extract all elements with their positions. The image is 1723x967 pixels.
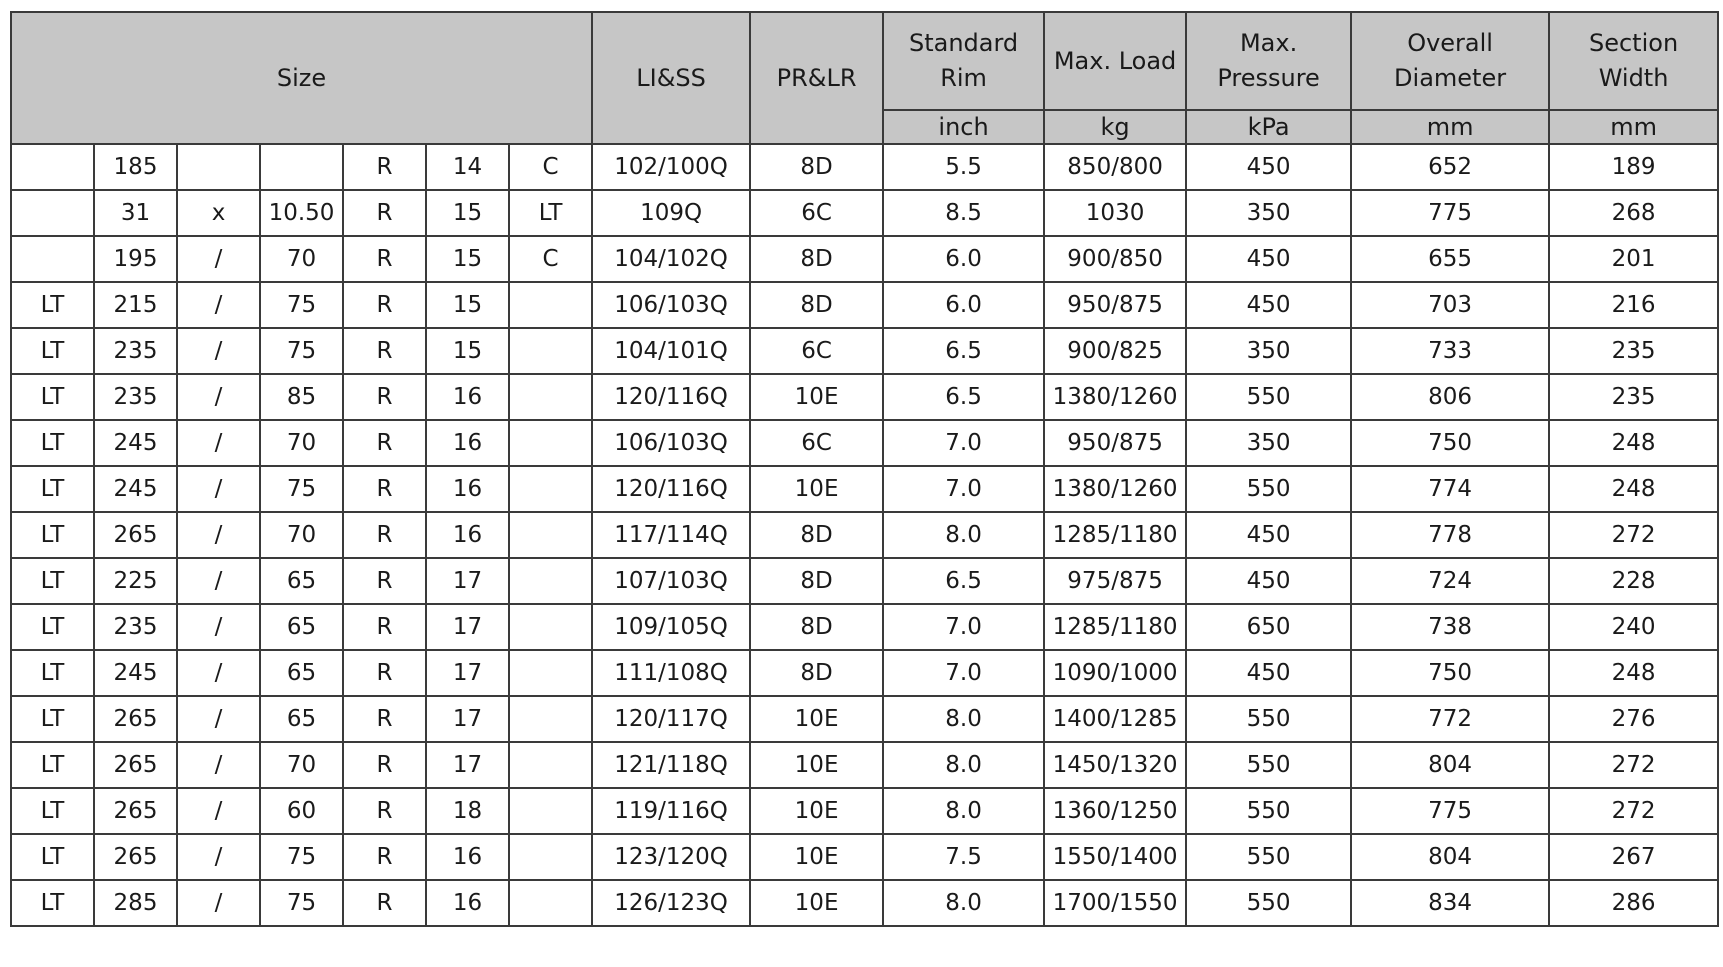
cell-rim-diameter: 17 <box>426 650 509 696</box>
cell-type: LT <box>11 742 94 788</box>
cell-aspect <box>260 144 343 190</box>
table-row <box>11 512 1718 558</box>
cell-type: LT <box>11 282 94 328</box>
cell-rim-diameter: 15 <box>426 236 509 282</box>
cell-width: 195 <box>94 236 177 282</box>
table-row <box>11 650 1718 696</box>
cell-li-ss: 104/102Q <box>592 236 750 282</box>
table-row <box>11 696 1718 742</box>
cell-separator <box>177 144 260 190</box>
cell-width: 265 <box>94 834 177 880</box>
cell-construction: R <box>343 420 426 466</box>
cell-section-width: 276 <box>1549 696 1718 742</box>
cell-standard-rim: 8.0 <box>883 512 1044 558</box>
cell-rim-diameter: 17 <box>426 696 509 742</box>
cell-overall-diameter: 772 <box>1351 696 1549 742</box>
cell-max-load: 900/850 <box>1044 236 1186 282</box>
cell-max-load: 1700/1550 <box>1044 880 1186 926</box>
cell-service <box>509 282 592 328</box>
cell-service <box>509 880 592 926</box>
cell-width: 285 <box>94 880 177 926</box>
header-pr-lr: PR&LR <box>750 12 883 144</box>
cell-construction: R <box>343 236 426 282</box>
cell-overall-diameter: 733 <box>1351 328 1549 374</box>
cell-overall-diameter: 750 <box>1351 650 1549 696</box>
table-row <box>11 788 1718 834</box>
header-standard-rim <box>883 12 1044 110</box>
table-row <box>11 834 1718 880</box>
cell-separator: / <box>177 374 260 420</box>
cell-pr-lr: 10E <box>750 880 883 926</box>
cell-li-ss: 111/108Q <box>592 650 750 696</box>
cell-standard-rim: 6.0 <box>883 282 1044 328</box>
cell-construction: R <box>343 834 426 880</box>
header-max-pressure-line1: Max. <box>1239 29 1298 57</box>
cell-type: LT <box>11 558 94 604</box>
cell-pr-lr: 6C <box>750 190 883 236</box>
cell-pr-lr: 8D <box>750 144 883 190</box>
cell-section-width: 228 <box>1549 558 1718 604</box>
cell-max-load: 1285/1180 <box>1044 604 1186 650</box>
cell-construction: R <box>343 512 426 558</box>
cell-service <box>509 374 592 420</box>
cell-type: LT <box>11 604 94 650</box>
cell-type <box>11 190 94 236</box>
cell-separator: / <box>177 650 260 696</box>
header-size: Size <box>11 12 592 144</box>
cell-width: 265 <box>94 512 177 558</box>
cell-service <box>509 420 592 466</box>
cell-separator: / <box>177 466 260 512</box>
cell-overall-diameter: 834 <box>1351 880 1549 926</box>
cell-aspect: 65 <box>260 604 343 650</box>
cell-max-load: 900/825 <box>1044 328 1186 374</box>
unit-pressure: kPa <box>1186 110 1351 144</box>
cell-section-width: 272 <box>1549 512 1718 558</box>
cell-width: 245 <box>94 466 177 512</box>
cell-separator: / <box>177 282 260 328</box>
cell-standard-rim: 6.5 <box>883 328 1044 374</box>
cell-aspect: 70 <box>260 236 343 282</box>
cell-standard-rim: 6.5 <box>883 374 1044 420</box>
header-section-width-line1: Section <box>1588 29 1679 57</box>
cell-max-pressure: 450 <box>1186 144 1351 190</box>
cell-max-pressure: 450 <box>1186 512 1351 558</box>
table-body <box>11 144 1718 926</box>
cell-aspect: 75 <box>260 880 343 926</box>
cell-construction: R <box>343 190 426 236</box>
cell-pr-lr: 10E <box>750 466 883 512</box>
cell-type: LT <box>11 466 94 512</box>
cell-aspect: 65 <box>260 558 343 604</box>
header-max-pressure-line2: Pressure <box>1217 64 1320 92</box>
cell-construction: R <box>343 282 426 328</box>
cell-separator: / <box>177 236 260 282</box>
cell-pr-lr: 6C <box>750 420 883 466</box>
cell-type: LT <box>11 650 94 696</box>
cell-width: 215 <box>94 282 177 328</box>
cell-construction: R <box>343 650 426 696</box>
table-row <box>11 236 1718 282</box>
cell-max-pressure: 350 <box>1186 328 1351 374</box>
tire-spec-table-container <box>10 11 1713 927</box>
cell-aspect: 60 <box>260 788 343 834</box>
cell-width: 265 <box>94 742 177 788</box>
cell-rim-diameter: 15 <box>426 190 509 236</box>
cell-aspect: 75 <box>260 834 343 880</box>
cell-overall-diameter: 804 <box>1351 834 1549 880</box>
header-standard-rim-line1: Standard <box>908 29 1019 57</box>
cell-max-load: 1030 <box>1044 190 1186 236</box>
cell-rim-diameter: 16 <box>426 374 509 420</box>
table-row <box>11 328 1718 374</box>
cell-max-pressure: 550 <box>1186 696 1351 742</box>
cell-max-load: 1550/1400 <box>1044 834 1186 880</box>
cell-service <box>509 696 592 742</box>
cell-service <box>509 650 592 696</box>
cell-li-ss: 109/105Q <box>592 604 750 650</box>
cell-overall-diameter: 703 <box>1351 282 1549 328</box>
cell-pr-lr: 10E <box>750 696 883 742</box>
cell-section-width: 201 <box>1549 236 1718 282</box>
unit-load: kg <box>1044 110 1186 144</box>
cell-separator: / <box>177 834 260 880</box>
cell-service <box>509 328 592 374</box>
cell-type <box>11 144 94 190</box>
cell-rim-diameter: 15 <box>426 328 509 374</box>
cell-overall-diameter: 652 <box>1351 144 1549 190</box>
cell-li-ss: 117/114Q <box>592 512 750 558</box>
cell-section-width: 267 <box>1549 834 1718 880</box>
table-row <box>11 282 1718 328</box>
cell-max-pressure: 350 <box>1186 190 1351 236</box>
cell-aspect: 70 <box>260 512 343 558</box>
cell-service <box>509 834 592 880</box>
cell-type: LT <box>11 328 94 374</box>
cell-pr-lr: 8D <box>750 650 883 696</box>
cell-separator: / <box>177 604 260 650</box>
cell-li-ss: 120/116Q <box>592 466 750 512</box>
cell-construction: R <box>343 696 426 742</box>
table-row <box>11 880 1718 926</box>
cell-construction: R <box>343 880 426 926</box>
cell-standard-rim: 7.5 <box>883 834 1044 880</box>
cell-aspect: 75 <box>260 282 343 328</box>
table-row <box>11 466 1718 512</box>
cell-width: 235 <box>94 328 177 374</box>
cell-rim-diameter: 14 <box>426 144 509 190</box>
cell-standard-rim: 8.5 <box>883 190 1044 236</box>
cell-section-width: 248 <box>1549 420 1718 466</box>
cell-width: 265 <box>94 788 177 834</box>
cell-standard-rim: 6.0 <box>883 236 1044 282</box>
cell-li-ss: 106/103Q <box>592 420 750 466</box>
cell-standard-rim: 5.5 <box>883 144 1044 190</box>
cell-section-width: 235 <box>1549 328 1718 374</box>
cell-type <box>11 236 94 282</box>
table-row <box>11 190 1718 236</box>
table-row <box>11 374 1718 420</box>
header-standard-rim-line2: Rim <box>940 64 987 92</box>
cell-max-load: 1450/1320 <box>1044 742 1186 788</box>
unit-diameter: mm <box>1351 110 1549 144</box>
cell-section-width: 272 <box>1549 788 1718 834</box>
cell-construction: R <box>343 144 426 190</box>
cell-width: 235 <box>94 374 177 420</box>
table-row <box>11 144 1718 190</box>
cell-type: LT <box>11 696 94 742</box>
cell-standard-rim: 6.5 <box>883 558 1044 604</box>
cell-max-load: 950/875 <box>1044 282 1186 328</box>
header-overall-diameter-line1: Overall <box>1407 29 1493 57</box>
cell-pr-lr: 8D <box>750 604 883 650</box>
cell-standard-rim: 8.0 <box>883 742 1044 788</box>
cell-li-ss: 106/103Q <box>592 282 750 328</box>
cell-aspect: 65 <box>260 650 343 696</box>
cell-overall-diameter: 778 <box>1351 512 1549 558</box>
cell-service <box>509 742 592 788</box>
cell-construction: R <box>343 466 426 512</box>
cell-section-width: 235 <box>1549 374 1718 420</box>
cell-li-ss: 123/120Q <box>592 834 750 880</box>
cell-li-ss: 102/100Q <box>592 144 750 190</box>
header-overall-diameter <box>1351 12 1549 110</box>
cell-aspect: 75 <box>260 466 343 512</box>
cell-li-ss: 120/117Q <box>592 696 750 742</box>
cell-li-ss: 104/101Q <box>592 328 750 374</box>
cell-max-pressure: 450 <box>1186 558 1351 604</box>
table-row <box>11 420 1718 466</box>
cell-rim-diameter: 17 <box>426 558 509 604</box>
cell-max-pressure: 450 <box>1186 282 1351 328</box>
cell-max-pressure: 550 <box>1186 742 1351 788</box>
cell-separator: / <box>177 558 260 604</box>
cell-max-load: 850/800 <box>1044 144 1186 190</box>
cell-overall-diameter: 750 <box>1351 420 1549 466</box>
cell-type: LT <box>11 420 94 466</box>
table-row <box>11 742 1718 788</box>
cell-section-width: 216 <box>1549 282 1718 328</box>
cell-max-load: 1090/1000 <box>1044 650 1186 696</box>
cell-aspect: 85 <box>260 374 343 420</box>
cell-rim-diameter: 18 <box>426 788 509 834</box>
cell-max-pressure: 550 <box>1186 374 1351 420</box>
cell-section-width: 286 <box>1549 880 1718 926</box>
cell-type: LT <box>11 512 94 558</box>
cell-max-load: 1285/1180 <box>1044 512 1186 558</box>
cell-service <box>509 788 592 834</box>
cell-separator: / <box>177 696 260 742</box>
cell-service: C <box>509 236 592 282</box>
cell-separator: / <box>177 328 260 374</box>
header-overall-diameter-line2: Diameter <box>1394 64 1507 92</box>
cell-max-pressure: 450 <box>1186 236 1351 282</box>
cell-overall-diameter: 774 <box>1351 466 1549 512</box>
cell-separator: / <box>177 512 260 558</box>
cell-li-ss: 107/103Q <box>592 558 750 604</box>
cell-aspect: 65 <box>260 696 343 742</box>
cell-width: 235 <box>94 604 177 650</box>
cell-type: LT <box>11 374 94 420</box>
cell-overall-diameter: 724 <box>1351 558 1549 604</box>
header-max-pressure <box>1186 12 1351 110</box>
table-row <box>11 604 1718 650</box>
cell-separator: x <box>177 190 260 236</box>
header-li-ss: LI&SS <box>592 12 750 144</box>
cell-section-width: 272 <box>1549 742 1718 788</box>
cell-standard-rim: 7.0 <box>883 604 1044 650</box>
cell-standard-rim: 7.0 <box>883 650 1044 696</box>
cell-aspect: 70 <box>260 420 343 466</box>
cell-separator: / <box>177 420 260 466</box>
cell-rim-diameter: 17 <box>426 742 509 788</box>
cell-max-load: 1380/1260 <box>1044 466 1186 512</box>
cell-pr-lr: 8D <box>750 282 883 328</box>
cell-standard-rim: 8.0 <box>883 788 1044 834</box>
cell-rim-diameter: 16 <box>426 880 509 926</box>
cell-pr-lr: 6C <box>750 328 883 374</box>
cell-service <box>509 558 592 604</box>
cell-rim-diameter: 16 <box>426 834 509 880</box>
cell-width: 31 <box>94 190 177 236</box>
cell-overall-diameter: 655 <box>1351 236 1549 282</box>
cell-max-load: 975/875 <box>1044 558 1186 604</box>
cell-construction: R <box>343 374 426 420</box>
cell-li-ss: 119/116Q <box>592 788 750 834</box>
cell-max-load: 1360/1250 <box>1044 788 1186 834</box>
cell-rim-diameter: 16 <box>426 420 509 466</box>
header-section-width-line2: Width <box>1598 64 1669 92</box>
cell-overall-diameter: 775 <box>1351 190 1549 236</box>
cell-pr-lr: 10E <box>750 788 883 834</box>
cell-width: 225 <box>94 558 177 604</box>
header-section-width <box>1549 12 1718 110</box>
cell-section-width: 189 <box>1549 144 1718 190</box>
tire-spec-table <box>10 11 1719 927</box>
cell-li-ss: 109Q <box>592 190 750 236</box>
cell-pr-lr: 8D <box>750 558 883 604</box>
cell-max-pressure: 650 <box>1186 604 1351 650</box>
cell-max-pressure: 550 <box>1186 880 1351 926</box>
cell-type: LT <box>11 880 94 926</box>
cell-pr-lr: 8D <box>750 236 883 282</box>
cell-pr-lr: 10E <box>750 374 883 420</box>
table-row <box>11 558 1718 604</box>
cell-li-ss: 121/118Q <box>592 742 750 788</box>
cell-width: 245 <box>94 650 177 696</box>
cell-separator: / <box>177 880 260 926</box>
unit-width: mm <box>1549 110 1718 144</box>
cell-pr-lr: 10E <box>750 834 883 880</box>
cell-width: 265 <box>94 696 177 742</box>
cell-service: LT <box>509 190 592 236</box>
cell-section-width: 240 <box>1549 604 1718 650</box>
cell-max-pressure: 350 <box>1186 420 1351 466</box>
cell-section-width: 268 <box>1549 190 1718 236</box>
cell-service: C <box>509 144 592 190</box>
cell-rim-diameter: 16 <box>426 512 509 558</box>
cell-type: LT <box>11 788 94 834</box>
cell-service <box>509 604 592 650</box>
cell-pr-lr: 10E <box>750 742 883 788</box>
cell-rim-diameter: 15 <box>426 282 509 328</box>
cell-rim-diameter: 16 <box>426 466 509 512</box>
cell-construction: R <box>343 788 426 834</box>
cell-type: LT <box>11 834 94 880</box>
cell-max-load: 950/875 <box>1044 420 1186 466</box>
cell-standard-rim: 7.0 <box>883 420 1044 466</box>
header-max-load: Max. Load <box>1044 12 1186 110</box>
cell-li-ss: 120/116Q <box>592 374 750 420</box>
cell-pr-lr: 8D <box>750 512 883 558</box>
cell-max-load: 1380/1260 <box>1044 374 1186 420</box>
cell-section-width: 248 <box>1549 466 1718 512</box>
cell-max-pressure: 450 <box>1186 650 1351 696</box>
cell-aspect: 10.50 <box>260 190 343 236</box>
cell-aspect: 70 <box>260 742 343 788</box>
cell-service <box>509 512 592 558</box>
cell-construction: R <box>343 742 426 788</box>
cell-construction: R <box>343 328 426 374</box>
cell-li-ss: 126/123Q <box>592 880 750 926</box>
cell-construction: R <box>343 604 426 650</box>
cell-max-pressure: 550 <box>1186 834 1351 880</box>
cell-width: 185 <box>94 144 177 190</box>
cell-service <box>509 466 592 512</box>
cell-width: 245 <box>94 420 177 466</box>
cell-aspect: 75 <box>260 328 343 374</box>
cell-overall-diameter: 804 <box>1351 742 1549 788</box>
cell-overall-diameter: 806 <box>1351 374 1549 420</box>
cell-max-load: 1400/1285 <box>1044 696 1186 742</box>
cell-section-width: 248 <box>1549 650 1718 696</box>
cell-overall-diameter: 775 <box>1351 788 1549 834</box>
cell-standard-rim: 8.0 <box>883 880 1044 926</box>
cell-max-pressure: 550 <box>1186 466 1351 512</box>
cell-max-pressure: 550 <box>1186 788 1351 834</box>
cell-standard-rim: 7.0 <box>883 466 1044 512</box>
table-header <box>11 12 1718 144</box>
cell-standard-rim: 8.0 <box>883 696 1044 742</box>
unit-rim: inch <box>883 110 1044 144</box>
cell-separator: / <box>177 742 260 788</box>
cell-rim-diameter: 17 <box>426 604 509 650</box>
cell-overall-diameter: 738 <box>1351 604 1549 650</box>
cell-construction: R <box>343 558 426 604</box>
cell-separator: / <box>177 788 260 834</box>
